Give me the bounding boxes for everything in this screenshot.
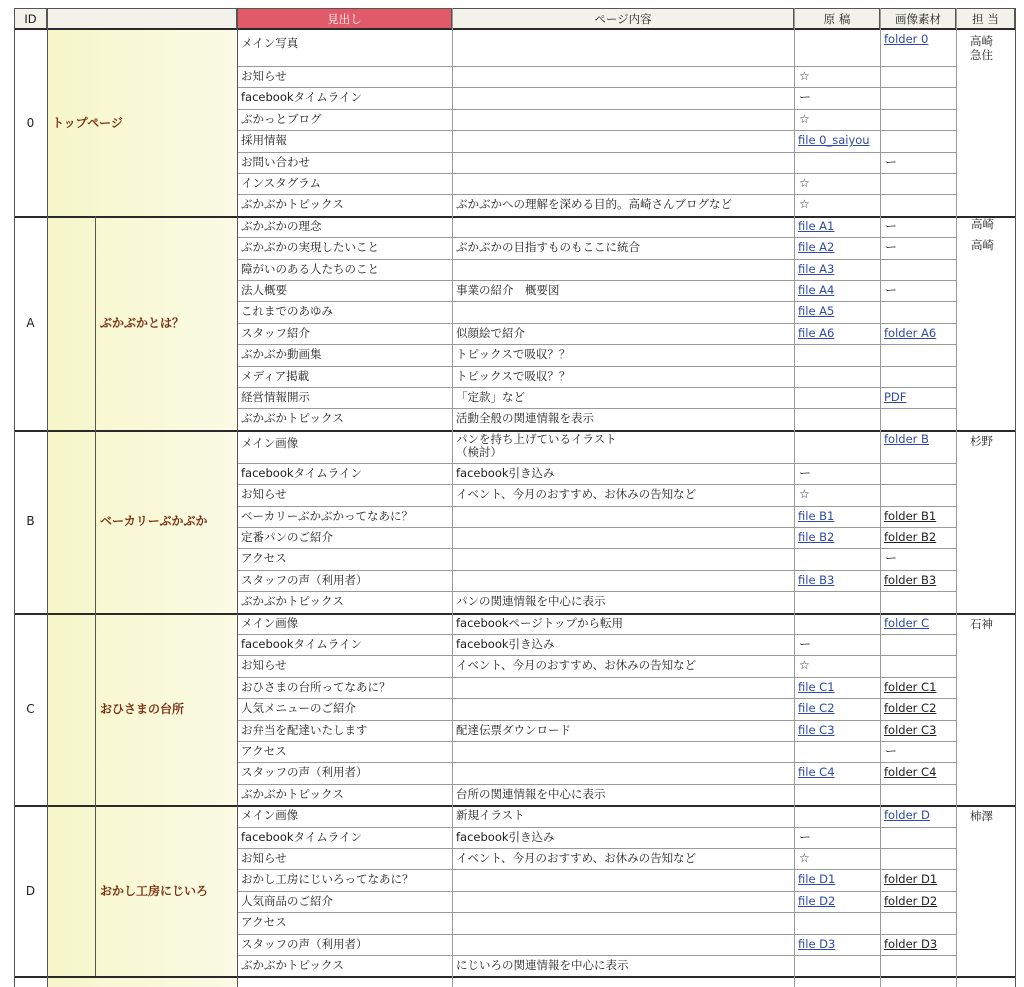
manuscript-mark: ☆ xyxy=(799,658,810,673)
row-content: 「定款」など xyxy=(456,390,525,404)
image-mark: ー xyxy=(885,240,898,255)
row-heading: お知らせ xyxy=(241,487,287,502)
row-content: 台所の関連情報を中心に表示 xyxy=(456,786,606,801)
row-content: facebook引き込み xyxy=(456,465,555,480)
row-content: facebookページトップから転用 xyxy=(456,615,623,630)
row-heading: メディア掲載 xyxy=(241,368,310,383)
row-content: トピックスで吸収？？ xyxy=(456,368,571,383)
row-heading: お問い合わせ xyxy=(241,154,310,169)
manuscript-file-link[interactable]: file B2 xyxy=(798,530,835,544)
manuscript-file-link[interactable]: file D2 xyxy=(798,893,836,908)
section-id: A xyxy=(26,315,35,330)
section-name: おひさまの台所 xyxy=(100,701,185,716)
row-heading: お知らせ xyxy=(241,69,287,83)
image-folder-link[interactable]: folder D xyxy=(884,808,930,823)
section-owner: 柿澤 xyxy=(970,809,993,824)
manuscript-file-link[interactable]: file A1 xyxy=(798,218,835,233)
section-id: C xyxy=(26,701,35,716)
row-content: 似顔絵で紹介 xyxy=(456,325,525,340)
manuscript-mark: ☆ xyxy=(799,111,810,126)
row-heading: ぶかぶかトピックス xyxy=(241,958,344,972)
header-heading: 見出し xyxy=(237,8,452,30)
grid-column-line xyxy=(14,8,15,987)
image-folder-link[interactable]: folder B1 xyxy=(884,508,937,523)
image-folder-link[interactable]: PDF xyxy=(884,390,907,404)
row-content: 新規イラスト xyxy=(456,808,525,823)
manuscript-mark: ☆ xyxy=(799,851,810,865)
row-content-note: （検討） xyxy=(456,444,502,459)
row-content: イベント、今月のおすすめ、お休みの告知など xyxy=(456,487,697,502)
section-name: トップページ xyxy=(52,115,123,130)
section-id: 0 xyxy=(26,115,35,130)
section-name-border xyxy=(95,430,96,613)
row-heading: ぶかぶかトピックス xyxy=(241,411,344,426)
row-content: 事業の紹介 概要図 xyxy=(456,283,560,297)
image-folder-link[interactable]: folder C1 xyxy=(884,679,937,694)
image-folder-link[interactable]: folder A6 xyxy=(884,325,937,340)
row-heading: スタッフの声（利用者） xyxy=(241,572,368,587)
row-heading: ぶかぶかの実現したいこと xyxy=(241,240,379,255)
row-heading: 経営情報開示 xyxy=(241,390,310,404)
row-heading: おかし工房にじいろってなあに？ xyxy=(241,872,414,887)
manuscript-file-link[interactable]: file B1 xyxy=(798,508,835,523)
row-heading: 障がいのある人たちのこと xyxy=(241,261,379,276)
image-folder-link[interactable]: folder 0 xyxy=(884,32,929,46)
row-heading: ぶかぶか動画集 xyxy=(241,347,322,362)
manuscript-file-link[interactable]: file A5 xyxy=(798,304,835,319)
image-mark: ー xyxy=(885,154,898,169)
row-heading: メイン画像 xyxy=(241,435,299,450)
row-owner: 高崎 xyxy=(971,238,994,253)
manuscript-mark: ー xyxy=(799,90,812,105)
row-heading: メイン写真 xyxy=(241,36,299,50)
row-heading: ぶかぶかトピックス xyxy=(241,786,344,801)
row-heading: 採用情報 xyxy=(241,133,287,148)
row-heading: facebookタイムライン xyxy=(241,465,362,480)
grid-column-line xyxy=(1015,8,1016,987)
row-content: 配達伝票ダウンロード xyxy=(456,722,571,737)
row-content: facebook引き込み xyxy=(456,637,555,651)
row-heading: アクセス xyxy=(241,915,287,930)
row-content: イベント、今月のおすすめ、お休みの告知など xyxy=(456,851,697,865)
image-folder-link[interactable]: folder C xyxy=(884,615,930,630)
row-heading: アクセス xyxy=(241,744,287,758)
image-mark: ー xyxy=(885,551,898,566)
image-folder-link[interactable]: folder B xyxy=(884,431,929,446)
row-content: 活動全般の関連情報を表示 xyxy=(456,411,594,426)
row-heading: 法人概要 xyxy=(241,283,287,297)
grid-column-line xyxy=(880,8,881,987)
image-folder-link[interactable]: folder D1 xyxy=(884,872,938,887)
row-content: ぶかぶかの目指すものもここに統合 xyxy=(456,240,640,255)
section-name: ぶかぶかとは？ xyxy=(100,315,185,330)
header-images: 画像素材 xyxy=(880,8,956,30)
image-folder-link[interactable]: folder C3 xyxy=(884,722,937,737)
manuscript-file-link[interactable]: file D1 xyxy=(798,872,836,887)
image-folder-link[interactable]: folder D3 xyxy=(884,936,938,951)
image-folder-link[interactable]: folder B2 xyxy=(884,530,937,544)
row-heading: アクセス xyxy=(241,551,287,566)
manuscript-mark: ☆ xyxy=(799,69,810,83)
image-folder-link[interactable]: folder B3 xyxy=(884,572,937,587)
row-heading: 定番パンのご紹介 xyxy=(241,530,333,544)
manuscript-file-link[interactable]: file C4 xyxy=(798,765,835,780)
section-owner: 高崎 急住 xyxy=(970,34,993,62)
header-id: ID xyxy=(14,8,47,30)
row-content: トピックスで吸収？？ xyxy=(456,347,571,362)
header-owner: 担 当 xyxy=(956,8,1015,30)
row-heading: お弁当を配達いたします xyxy=(241,722,368,737)
row-heading: 人気商品のご紹介 xyxy=(241,893,333,908)
row-heading: ぶかぶかの理念 xyxy=(241,218,322,233)
row-content: にじいろの関連情報を中心に表示 xyxy=(456,958,629,972)
manuscript-file-link[interactable]: file B3 xyxy=(798,572,835,587)
manuscript-mark: ー xyxy=(799,465,812,480)
section-divider xyxy=(14,976,1015,978)
row-heading: ぶかっとブログ xyxy=(241,111,322,126)
row-content: パンを持ち上げているイラスト xyxy=(456,431,617,446)
section-id: D xyxy=(25,883,36,898)
section-id: B xyxy=(26,514,35,529)
row-content: facebook引き込み xyxy=(456,829,555,844)
grid-column-line xyxy=(956,8,957,987)
image-mark: ー xyxy=(885,218,898,233)
section-name-border xyxy=(95,805,96,976)
manuscript-mark: ー xyxy=(799,637,812,651)
manuscript-mark: ☆ xyxy=(799,487,810,502)
manuscript-mark: ☆ xyxy=(799,176,810,190)
row-heading: インスタグラム xyxy=(241,176,322,190)
image-mark: ー xyxy=(885,744,898,758)
row-heading: facebookタイムライン xyxy=(241,829,362,844)
row-content: イベント、今月のおすすめ、お休みの告知など xyxy=(456,658,697,673)
manuscript-mark: ☆ xyxy=(799,197,810,212)
manuscript-file-link[interactable]: file C3 xyxy=(798,722,835,737)
row-heading: お知らせ xyxy=(241,851,287,865)
grid-column-line xyxy=(794,8,795,987)
row-heading: スタッフの声（利用者） xyxy=(241,936,368,951)
section-name-border xyxy=(95,613,96,806)
section-name: おかし工房にじいろ xyxy=(100,883,209,898)
manuscript-file-link[interactable]: file C2 xyxy=(798,701,835,716)
section-name: ベーカリーぶかぶか xyxy=(100,514,208,529)
row-heading: 人気メニューのご紹介 xyxy=(241,701,356,716)
manuscript-file-link[interactable]: file D3 xyxy=(798,936,836,951)
row-heading: ぶかぶかトピックス xyxy=(241,594,344,609)
row-content: ぶかぶかへの理解を深める目的。高崎さんブログなど xyxy=(456,197,732,212)
row-heading: おひさまの台所ってなあに？ xyxy=(241,679,391,694)
image-folder-link[interactable]: folder C4 xyxy=(884,765,937,780)
manuscript-file-link[interactable]: file A4 xyxy=(798,283,835,297)
header-spacer xyxy=(47,8,237,30)
row-content: パンの関連情報を中心に表示 xyxy=(456,594,606,609)
image-folder-link[interactable]: folder D2 xyxy=(884,893,938,908)
row-heading: メイン画像 xyxy=(241,808,299,823)
row-heading: facebookタイムライン xyxy=(241,90,362,105)
manuscript-file-link[interactable]: file A6 xyxy=(798,325,835,340)
manuscript-file-link[interactable]: file A2 xyxy=(798,240,835,255)
row-heading: ベーカリーぶかぶかってなあに？ xyxy=(241,508,414,523)
row-heading: ぶかぶかトピックス xyxy=(241,197,344,212)
header-content: ページ内容 xyxy=(452,8,794,30)
manuscript-mark: ー xyxy=(799,829,812,844)
row-owner: 高崎 xyxy=(971,216,994,231)
grid-column-line xyxy=(237,8,238,987)
manuscript-file-link[interactable]: file C1 xyxy=(798,679,835,694)
section-label-band xyxy=(48,30,237,987)
header-manuscript: 原 稿 xyxy=(794,8,880,30)
row-heading: スタッフ紹介 xyxy=(241,325,310,340)
manuscript-file-link[interactable]: file 0_saiyou xyxy=(798,133,870,148)
manuscript-file-link[interactable]: file A3 xyxy=(798,261,835,276)
image-mark: ー xyxy=(885,283,898,297)
row-heading: お知らせ xyxy=(241,658,287,673)
row-heading: facebookタイムライン xyxy=(241,637,362,651)
image-folder-link[interactable]: folder C2 xyxy=(884,701,937,716)
row-heading: これまでのあゆみ xyxy=(241,304,333,319)
section-owner: 石神 xyxy=(970,616,993,631)
section-name-border xyxy=(95,216,96,430)
row-heading: スタッフの声（利用者） xyxy=(241,765,368,780)
section-owner: 杉野 xyxy=(970,433,993,448)
grid-column-line xyxy=(452,8,453,987)
row-heading: メイン画像 xyxy=(241,615,299,630)
grid-column-line xyxy=(47,8,48,987)
